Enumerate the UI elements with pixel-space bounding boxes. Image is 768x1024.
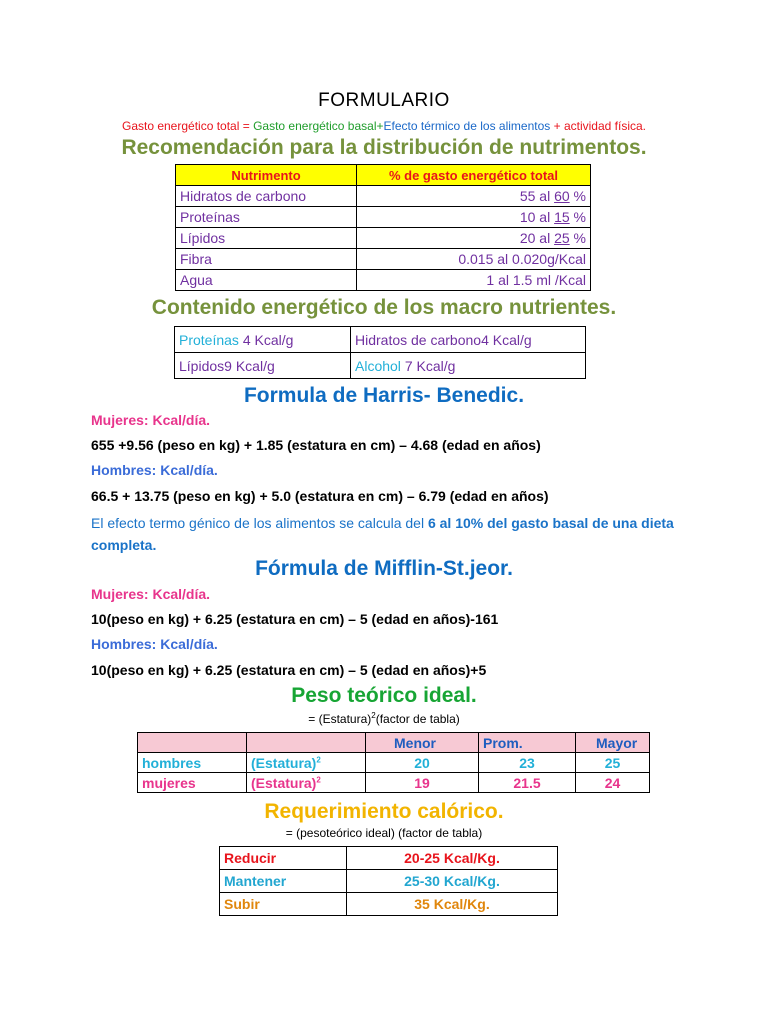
height-text: (Estatura) [251, 754, 317, 771]
factor-menor: 19 [366, 773, 479, 793]
nutrient-distribution-table [175, 164, 591, 291]
value-prefix: 0.015 al 0.020g/Kcal [458, 251, 586, 267]
macro-value: 4 Kcal/g [242, 331, 294, 348]
goal-value: 20-25 Kcal/Kg. [347, 847, 558, 870]
goal-label: Reducir [220, 847, 347, 870]
table-row [220, 847, 558, 870]
formula-lhs: Gasto energético total [121, 119, 240, 133]
macro-value: 7 Kcal/g [404, 357, 456, 374]
macro-cell [351, 327, 586, 353]
height-superscript: 2 [316, 754, 321, 764]
goal-label: Mantener [220, 870, 347, 893]
table-header-row [138, 733, 650, 753]
mifflin-men-label: Hombres: Kcal/día. [91, 636, 218, 652]
macro-value: 4 Kcal/g [481, 331, 532, 348]
table-row [176, 207, 591, 228]
nutrient-name: Hidratos de carbono [176, 186, 357, 207]
table-row [220, 893, 558, 916]
value-underlined: 60 [554, 188, 570, 204]
caloric-requirement-table [219, 846, 558, 916]
macronutrient-table [174, 326, 586, 379]
macro-name: Hidratos de carbono [355, 331, 482, 348]
nutrient-name: Proteínas [176, 207, 357, 228]
height-text: (Estatura) [251, 774, 317, 791]
harris-women-label: Mujeres: Kcal/día. [91, 412, 211, 428]
mifflin-women-formula: 10(peso en kg) + 6.25 (estatura en cm) – 5 (edad en años)-161 [91, 611, 499, 627]
header-cell: Mayor [576, 733, 650, 753]
height-cell [247, 773, 366, 793]
header-cell: % de gasto energético total [357, 165, 591, 186]
value-prefix: 10 al [519, 209, 555, 225]
nutrient-value [357, 207, 591, 228]
value-prefix: 20 al [519, 230, 555, 246]
value-underlined: 25 [554, 230, 570, 246]
header-cell: Nutrimento [176, 165, 357, 186]
document-title: FORMULARIO [318, 90, 450, 111]
header-cell: Menor [366, 733, 479, 753]
macro-value: 9 Kcal/g [224, 357, 275, 374]
header-cell [247, 733, 366, 753]
mifflin-women-label: Mujeres: Kcal/día. [91, 586, 211, 602]
harris-men-label: Hombres: Kcal/día. [91, 462, 218, 478]
goal-label: Subir [220, 893, 347, 916]
nutrient-name: Agua [176, 270, 357, 291]
factor-mayor: 24 [576, 773, 650, 793]
table-header-row [176, 165, 591, 186]
thermic-effect-note [91, 512, 711, 556]
table-row [138, 773, 650, 793]
goal-value: 35 Kcal/Kg. [347, 893, 558, 916]
height-superscript: 2 [316, 774, 321, 784]
table-row [175, 327, 586, 353]
value-suffix: % [569, 209, 586, 225]
mifflin-men-formula: 10(peso en kg) + 6.25 (estatura en cm) – 5 (edad en años)+5 [91, 662, 487, 678]
note-text-c: de una dieta completa. [91, 515, 674, 553]
factor-mayor: 25 [576, 753, 650, 773]
nutrient-name: Fibra [176, 249, 357, 270]
caption-superscript: 2 [371, 711, 376, 720]
harris-women-formula: 655 +9.56 (peso en kg) + 1.85 (estatura en cm) – 4.68 (edad en años) [91, 437, 541, 453]
macro-cell [175, 353, 351, 379]
formula-plus2: + [550, 119, 564, 133]
table-row [176, 249, 591, 270]
section-heading-distribution: Recomendación para la distribución de nutrimentos. [121, 136, 647, 159]
nutrient-value [357, 186, 591, 207]
harris-men-formula: 66.5 + 13.75 (peso en kg) + 5.0 (estatura en cm) – 6.79 (edad en años) [91, 488, 549, 504]
section-heading-mifflin: Fórmula de Mifflin-St.jeor. [255, 557, 513, 580]
macro-cell [175, 327, 351, 353]
goal-value: 25-30 Kcal/Kg. [347, 870, 558, 893]
sex-label: hombres [138, 753, 247, 773]
macro-name: Proteínas [179, 331, 243, 348]
table-row [176, 228, 591, 249]
table-row [175, 353, 586, 379]
value-underlined: 15 [554, 209, 570, 225]
table-row [138, 753, 650, 773]
sex-label: mujeres [138, 773, 247, 793]
header-cell: Prom. [479, 733, 576, 753]
section-heading-macronutrients: Contenido energético de los macro nutrientes. [151, 296, 617, 319]
note-text-a: El efecto termo génico de los alimentos se calcula del [91, 515, 428, 531]
section-heading-ideal-weight: Peso teórico ideal. [291, 684, 477, 707]
nutrient-value [357, 249, 591, 270]
caption-part-a: = (Estatura) [308, 712, 372, 726]
header-cell [138, 733, 247, 753]
energy-formula-line [0, 119, 768, 133]
formula-part2: Efecto térmico de los alimentos [383, 119, 551, 133]
factor-menor: 20 [366, 753, 479, 773]
table-row [176, 186, 591, 207]
section-heading-caloric-requirement: Requerimiento calórico. [264, 800, 504, 823]
formula-plus1: + [376, 119, 384, 133]
value-suffix: % [569, 230, 586, 246]
value-suffix: % [569, 188, 586, 204]
height-cell [247, 753, 366, 773]
formula-eq: = [239, 119, 254, 133]
note-text-b: 6 al 10% del gasto basal [427, 515, 589, 531]
factor-prom: 23 [479, 753, 576, 773]
table-row [220, 870, 558, 893]
caloric-requirement-caption: = (pesoteórico ideal) (factor de tabla) [285, 826, 483, 840]
factor-prom: 21.5 [479, 773, 576, 793]
macro-name: Lípidos [179, 357, 225, 374]
nutrient-value [357, 270, 591, 291]
ideal-weight-table [137, 732, 650, 793]
caption-part-b: (factor de tabla) [375, 712, 460, 726]
value-prefix: 55 al [519, 188, 555, 204]
formula-part1: Gasto energético basal [253, 119, 377, 133]
section-heading-harris-benedict: Formula de Harris- Benedic. [243, 384, 525, 407]
nutrient-name: Lípidos [176, 228, 357, 249]
table-row [176, 270, 591, 291]
formula-part3: actividad física. [563, 119, 646, 133]
value-prefix: 1 al 1.5 ml /Kcal [486, 272, 586, 288]
nutrient-value [357, 228, 591, 249]
macro-cell [351, 353, 586, 379]
macro-name: Alcohol [355, 357, 405, 374]
ideal-weight-caption [0, 711, 768, 726]
